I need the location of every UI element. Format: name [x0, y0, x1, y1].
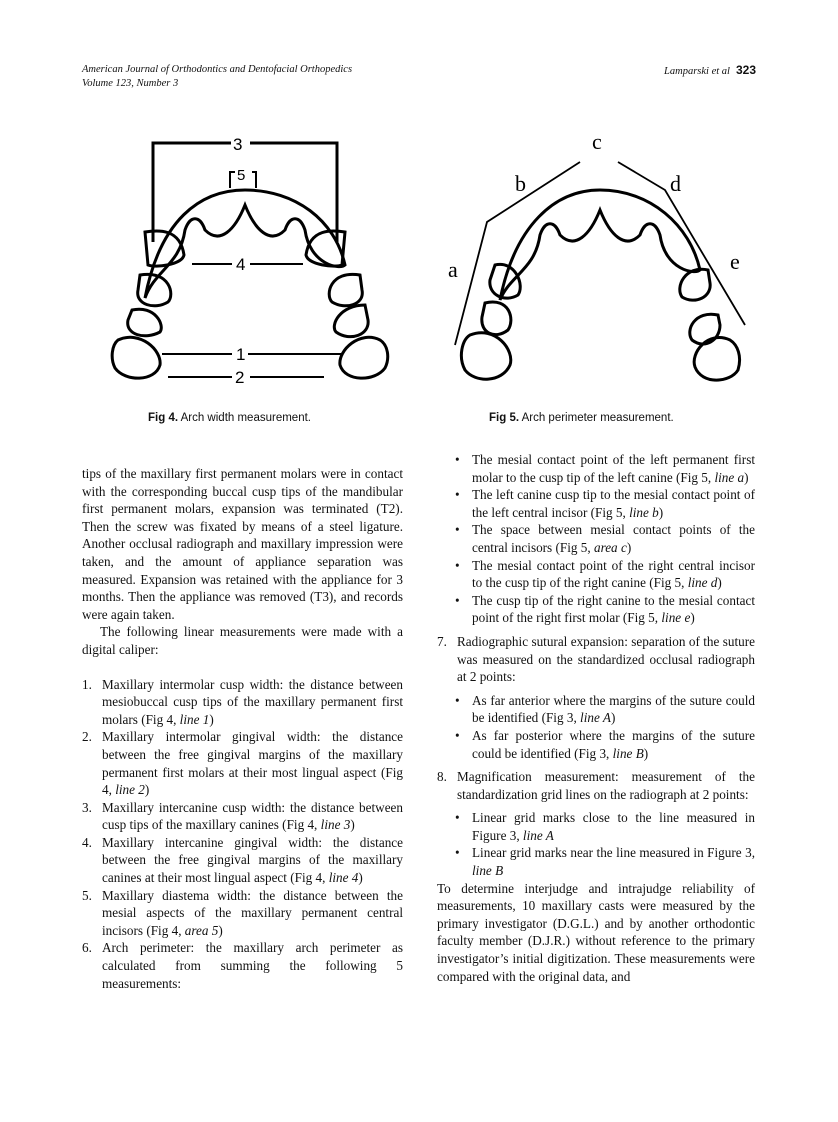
item-text: Linear grid marks close to the line measured in Figure 3,	[472, 810, 755, 843]
item-reference: line d	[687, 575, 718, 591]
item-text-end: )	[626, 539, 632, 555]
authors: Lamparski et al	[664, 66, 730, 77]
item-text: Linear grid marks near the line measured in Figure 3,	[472, 845, 755, 861]
item-text-end: )	[358, 870, 363, 886]
measurement-list	[82, 676, 403, 993]
item-text: The mesial contact point of the left permanent first molar to the cusp tip of the left canine (Fig 5,	[472, 452, 755, 485]
bullet-item	[437, 486, 755, 521]
fig4-label-1: 1	[236, 345, 246, 364]
bullet-item	[437, 727, 755, 762]
fig4-label-3: 3	[233, 135, 243, 154]
list-item	[82, 676, 403, 729]
item-number: 3.	[82, 799, 92, 815]
fig5-label-e: e	[730, 249, 740, 274]
fig5-label-a: a	[448, 257, 458, 282]
list-item	[82, 728, 403, 798]
item-reference: line b	[629, 504, 659, 520]
caption-text: Arch width measurement.	[180, 412, 311, 424]
item-text: Magnification measurement: measurement of the standardization grid lines on the radiograph at 2 points:	[457, 769, 755, 802]
bullet-icon: •	[455, 810, 460, 826]
item-text-end: )	[690, 610, 695, 626]
journal-volume: Volume 123, Number 3	[82, 78, 179, 89]
caption-text: Arch perimeter measurement.	[521, 412, 674, 424]
bullet-item	[437, 592, 755, 627]
bullet-list-perimeter	[437, 451, 755, 627]
item-text: The space between mesial contact points of the central incisors (Fig 5,	[472, 522, 755, 555]
fig4-label-2: 2	[235, 368, 245, 387]
item-reference: line A	[580, 710, 611, 726]
item-reference: line B	[612, 745, 644, 761]
bullet-item	[437, 692, 755, 727]
fig4-label-5: 5	[237, 167, 246, 184]
list-item	[82, 834, 403, 887]
item-number: 5.	[82, 887, 92, 903]
item-text-end: )	[350, 817, 355, 833]
bullet-icon: •	[455, 692, 460, 708]
bullet-icon: •	[455, 727, 460, 743]
item-reference: area c	[593, 539, 627, 555]
paragraph: tips of the maxillary first permanent molars were in contact with the corresponding buccal cusp tips of the mandibular first permanent molars, expansion was terminated (T2). Then the screw was fixated by means of a steel ligature. Another occlusal radiograph and maxillary impression were taken, and the amount of appliance separation was measured. Expansion was retained with the appliance for 3 months. Then the appliance was removed (T3), and records were again taken.	[82, 466, 403, 622]
item-text-end: )	[610, 710, 616, 726]
item-text-end: )	[209, 711, 214, 727]
item-text: The left canine cusp tip to the mesial contact point of the left central incisor (Fig 5,	[472, 487, 755, 520]
item-reference: line B	[472, 863, 504, 879]
item-text: As far anterior where the margins of the suture could be identified (Fig 3,	[472, 692, 755, 726]
fig5-label-b: b	[515, 171, 526, 196]
item-text: As far posterior where the margins of the suture could be identified (Fig 3,	[472, 727, 755, 761]
item-number: 7.	[437, 633, 447, 649]
item-text-end: )	[643, 745, 649, 761]
figure-4-arch-width	[100, 120, 400, 400]
figure-4-caption	[148, 412, 311, 424]
item-number: 4.	[82, 834, 92, 850]
running-header-right	[664, 63, 756, 79]
bullet-icon: •	[455, 845, 460, 861]
paragraph: The following linear measurements were made with a digital caliper:	[82, 624, 403, 657]
bullet-list-suture	[437, 692, 755, 762]
item-text: The cusp tip of the right canine to the mesial contact point of the right first molar (Fig 5,	[472, 592, 755, 626]
fig4-label-4: 4	[236, 255, 246, 274]
fig5-label-d: d	[670, 171, 681, 196]
item-text: Maxillary intermolar cusp width: the distance between mesiobuccal cusp tips of the maxillary permanent first molars (Fig 4,	[102, 676, 403, 727]
list-item	[437, 768, 755, 803]
item-reference: line A	[522, 827, 554, 843]
right-column	[437, 451, 755, 985]
item-number: 2.	[82, 729, 92, 745]
item-number: 8.	[437, 769, 447, 785]
item-reference: line e	[661, 610, 691, 626]
item-text-end: )	[218, 922, 223, 938]
bullet-item	[437, 557, 755, 592]
bullet-icon: •	[455, 522, 460, 538]
left-column	[82, 465, 403, 992]
item-text: The mesial contact point of the right central incisor to the cusp tip of the right canine (Fig 5,	[472, 557, 755, 591]
item-text: Maxillary intercanine gingival width: the distance between the free gingival margins of the maxillary canines at their most lingual aspect (Fig 4,	[102, 834, 403, 886]
item-text: Maxillary intermolar gingival width: the distance between the free gingival margins of the maxillary permanent first molars at their most lingual aspect (Fig 4,	[102, 729, 403, 798]
caption-label: Fig 5.	[489, 412, 520, 424]
item-text: Maxillary intercanine cusp width: the distance between cusp tips of the maxillary canines (Fig 4,	[102, 799, 403, 833]
item-number: 6.	[82, 940, 92, 956]
journal-name: American Journal of Orthodontics and Dentofacial Orthopedics	[82, 64, 353, 75]
item-reference: line a	[714, 469, 745, 485]
item-text-end: )	[717, 575, 722, 591]
item-reference: line 1	[179, 711, 210, 727]
figure-5-arch-perimeter	[440, 125, 760, 400]
bullet-item	[437, 521, 755, 556]
bullet-icon: •	[455, 557, 460, 573]
figure-5-caption	[489, 412, 674, 424]
item-text: Radiographic sutural expansion: separation of the suture was measured on the standardized occlusal radiograph at 2 points:	[457, 633, 755, 685]
item-text: Maxillary diastema width: the distance between the mesial aspects of the maxillary permanent central incisors (Fig 4,	[102, 887, 403, 938]
page-number: 323	[735, 63, 756, 77]
list-item	[437, 633, 755, 686]
bullet-item	[437, 809, 755, 844]
item-text-end: )	[144, 782, 150, 798]
bullet-item	[437, 844, 755, 879]
caption-label: Fig 4.	[148, 412, 179, 424]
bullet-icon: •	[455, 592, 460, 608]
bullet-icon: •	[455, 452, 460, 467]
item-reference: line 3	[320, 817, 351, 833]
running-header-journal	[82, 63, 352, 91]
bullet-icon: •	[455, 487, 460, 503]
bullet-list-grid	[437, 809, 755, 879]
list-item	[82, 939, 403, 992]
item-text-end: )	[744, 469, 749, 485]
item-text: Arch perimeter: the maxillary arch perimeter as calculated from summing the following 5 measurements:	[102, 940, 403, 991]
paragraph: To determine interjudge and intrajudge reliability of measurements, 10 maxillary casts were measured by the primary investigator (D.G.L.) and by another orthodontic faculty member (D.J.R.) without reference to the primary investigator’s initial digitization. These measurements were compared with the original data, and	[437, 880, 755, 984]
list-item	[82, 799, 403, 834]
item-number: 1.	[82, 676, 92, 692]
fig5-label-c: c	[592, 129, 602, 154]
bullet-item	[437, 451, 755, 486]
item-text-end: )	[658, 504, 664, 520]
item-reference: line 2	[115, 782, 145, 798]
list-item	[82, 887, 403, 940]
item-reference: line 4	[328, 870, 359, 886]
item-reference: area 5	[184, 922, 219, 938]
